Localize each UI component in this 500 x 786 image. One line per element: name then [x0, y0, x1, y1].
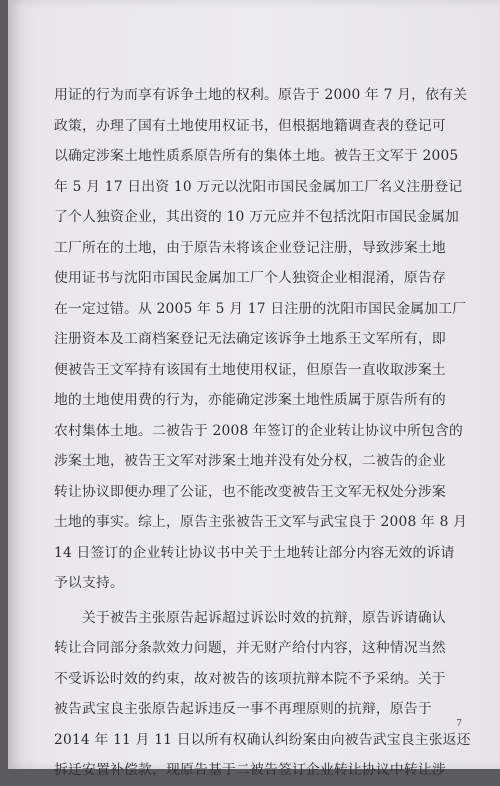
text-line: 被告武宝良主张原告起诉违反一事不再理原则的抗辩，原告于	[54, 701, 432, 717]
text-line: 关于被告主张原告起诉超过诉讼时效的抗辩，原告诉请确认	[54, 609, 446, 626]
text-line: 2014 年 11 月 11 日以所有权确认纠纷案由向被告武宝良主张返还	[54, 731, 471, 748]
text-line: 政策，办理了国有土地使用权证书，但根据地籍调查表的登记可	[54, 117, 446, 134]
text-line: 使用证书与沈阳市国民金属加工厂个人独资企业相混淆，原告存	[54, 270, 446, 286]
text-line: 不受诉讼时效的约束，故对被告的该项抗辩本院不予采纳。关于	[54, 670, 446, 687]
text-line: 转让合同部分条款效力问题，并无财产给付内容，这种情况当然	[54, 640, 446, 656]
text-line: 农村集体土地。二被告于 2008 年签订的企业转让协议中所包含的	[54, 422, 464, 439]
page-number: 7	[456, 719, 462, 729]
body-text	[54, 80, 474, 786]
text-line: 注册资本及工商档案登记无法确定该诉争土地系王文军所有，即	[54, 331, 446, 347]
text-line: 14 日签订的企业转让协议书中关于土地转让部分内容无效的诉请	[54, 544, 455, 561]
text-line: 了个人独资企业，其出资的 10 万元应并不包括沈阳市国民金属加	[54, 209, 460, 225]
text-line: 拆迁安置补偿款，现原告基于二被告签订企业转让协议中转让涉	[54, 762, 446, 778]
text-line: 用证的行为而享有诉争土地的权利。原告于 2000 年 7 月，依有关	[54, 87, 468, 103]
text-line: 土地的事实。综上，原告主张被告王文军与武宝良于 2008 年 8 月	[54, 514, 468, 530]
text-line: 予以支持。	[54, 575, 124, 591]
document-page	[8, 0, 500, 778]
text-line: 以确定涉案土地性质系原告所有的集体土地。被告王文军于 2005	[54, 148, 459, 164]
text-line: 转让协议即便办理了公证，也不能改变被告王文军无权处分涉案	[54, 483, 446, 500]
text-line: 工厂所在的土地，由于原告未将该企业登记注册，导致涉案土地	[54, 239, 446, 256]
text-line: 便被告王文军持有该国有土地使用权证，但原告一直收取涉案土	[54, 361, 446, 378]
text-line: 年 5 月 17 日出资 10 万元以沈阳市国民金属加工厂名义注册登记	[54, 178, 463, 195]
text-line: 地的土地使用费的行为，亦能确定涉案土地性质属于原告所有的	[54, 392, 446, 408]
text-line: 涉案土地，被告王文军对涉案土地并没有处分权，二被告的企业	[54, 453, 446, 469]
text-line: 在一定过错。从 2005 年 5 月 17 日注册的沈阳市国民金属加工厂	[54, 300, 467, 317]
